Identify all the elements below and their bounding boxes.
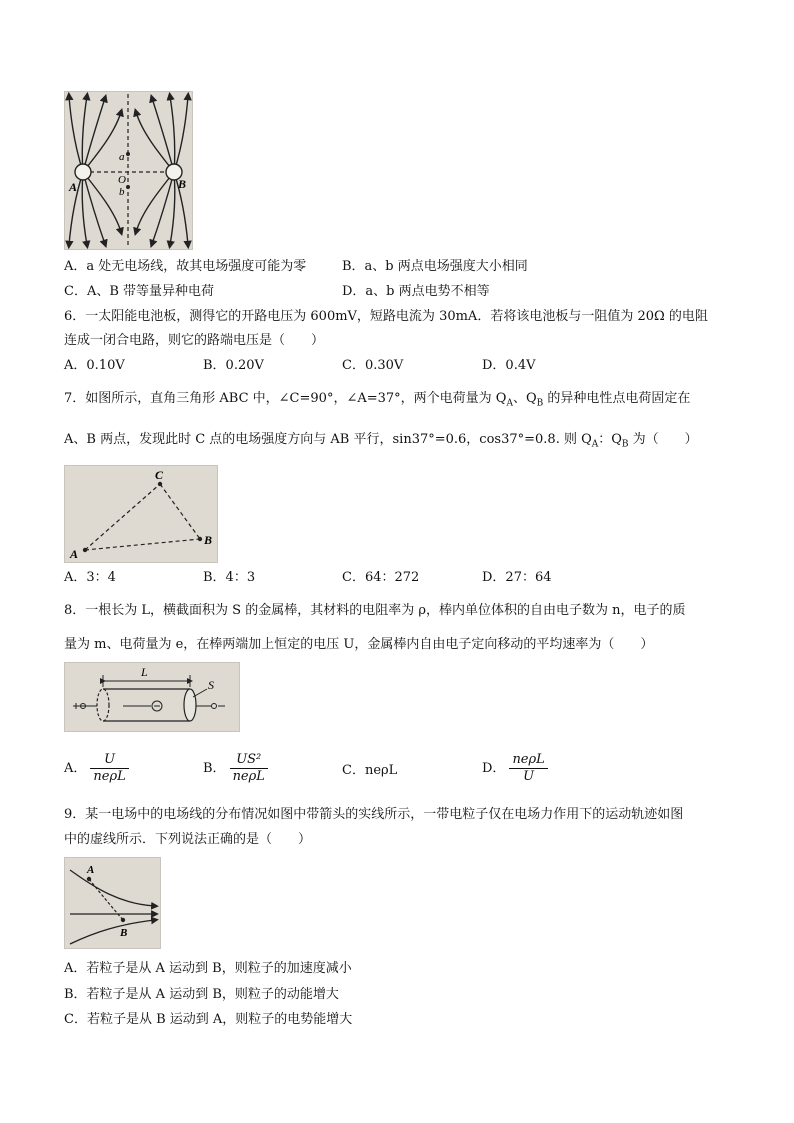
point-b-label: B [120, 927, 128, 939]
q7-text-line2: A、B 两点，发现此时 C 点的电场强度方向与 AB 平行，sin37°=0.6，cos37°=0.8. 则 $Q_A$：$Q_B$ 为（ ） [64, 432, 698, 450]
q5-option-c[interactable]: C．A、B 带等量异种电荷 [64, 284, 215, 299]
vertex-b-label: B [204, 533, 213, 547]
charge-a-label: A [69, 180, 78, 194]
q7-option-b[interactable]: B．4：3 [203, 570, 256, 585]
vertex-a-label: A [70, 547, 79, 561]
q8-text-line2: 量为 m、电荷量为 e，在棒两端加上恒定的电压 U，金属棒内自由电子定向移动的平均速率为（ ） [64, 637, 654, 652]
q6-option-b[interactable]: B．0.20V [203, 358, 264, 373]
q8-option-d[interactable]: D． $\frac{\text{neρL}}{U}$ [482, 752, 548, 785]
q6-option-c[interactable]: C．0.30V [342, 358, 404, 373]
q8-option-b-fraction: $\frac{\text{US²}}{\text{neρL}}$ [230, 752, 268, 785]
point-a-label: A [87, 864, 95, 876]
q7-option-c[interactable]: C．64：272 [342, 570, 420, 585]
q9-option-b[interactable]: B．若粒子是从 A 运动到 B，则粒子的动能增大 [64, 987, 339, 1002]
q6-option-d[interactable]: D．0.4V [482, 358, 536, 373]
q6-text-line1: 6．一太阳能电池板，测得它的开路电压为 600mV，短路电流为 30mA．若将该电池板与一阻值为 20Ω 的电阻 [64, 309, 708, 324]
q8-text-line1: 8．一根长为 L，横截面积为 S 的金属棒，其材料的电阻率为 ρ，棒内单位体积的自由电子数为 n，电子的质 [64, 603, 686, 618]
q7-option-a[interactable]: A．3：4 [64, 570, 116, 585]
field-lines-figure [64, 91, 193, 250]
q8-option-a-fraction: $\frac{U}{\text{neρL}}$ [90, 752, 128, 785]
vertex-c-label: C [155, 468, 164, 482]
metal-rod-figure [64, 662, 240, 732]
q8-option-d-fraction: $\frac{\text{neρL}}{U}$ [509, 752, 547, 785]
length-label: L [141, 665, 148, 679]
q5-option-b[interactable]: B．a、b 两点电场强度大小相同 [342, 259, 528, 274]
q5-option-d[interactable]: D．a、b 两点电势不相等 [342, 284, 490, 299]
q8-option-a[interactable]: A． $\frac{U}{\text{neρL}}$ [64, 752, 129, 785]
q6-text-line2: 连成一闭合电路，则它的路端电压是（ ） [64, 333, 325, 348]
triangle-figure [64, 465, 218, 563]
q9-text-line2: 中的虚线所示．下列说法正确的是（ ） [64, 832, 312, 847]
q7-option-d[interactable]: D．27：64 [482, 570, 552, 585]
q7-text-line1: 7．如图所示，直角三角形 ABC 中，∠C=90°，∠A=37°，两个电荷量为 $Q_A$、$Q_B$ 的异种电性点电荷固定在 [64, 391, 691, 409]
charge-b-label: B [178, 177, 187, 191]
q8-option-c[interactable]: C．neρL [342, 763, 398, 778]
q8-option-b[interactable]: B． $\frac{\text{US²}}{\text{neρL}}$ [203, 752, 268, 785]
q6-option-a[interactable]: A．0.10V [64, 358, 125, 373]
area-label: S [208, 678, 214, 692]
q9-option-c[interactable]: C．若粒子是从 B 运动到 A，则粒子的电势能增大 [64, 1012, 353, 1027]
point-a-label: a [119, 151, 125, 163]
point-o-label: O [118, 174, 126, 186]
trajectory-figure [64, 857, 161, 949]
q9-text-line1: 9．某一电场中的电场线的分布情况如图中带箭头的实线所示，一带电粒子仅在电场力作用下的运动轨迹如图 [64, 807, 684, 822]
q9-option-a[interactable]: A．若粒子是从 A 运动到 B，则粒子的加速度减小 [64, 961, 352, 976]
q5-option-a[interactable]: A．a 处无电场线，故其电场强度可能为零 [64, 259, 307, 274]
point-b-label: b [119, 186, 125, 198]
